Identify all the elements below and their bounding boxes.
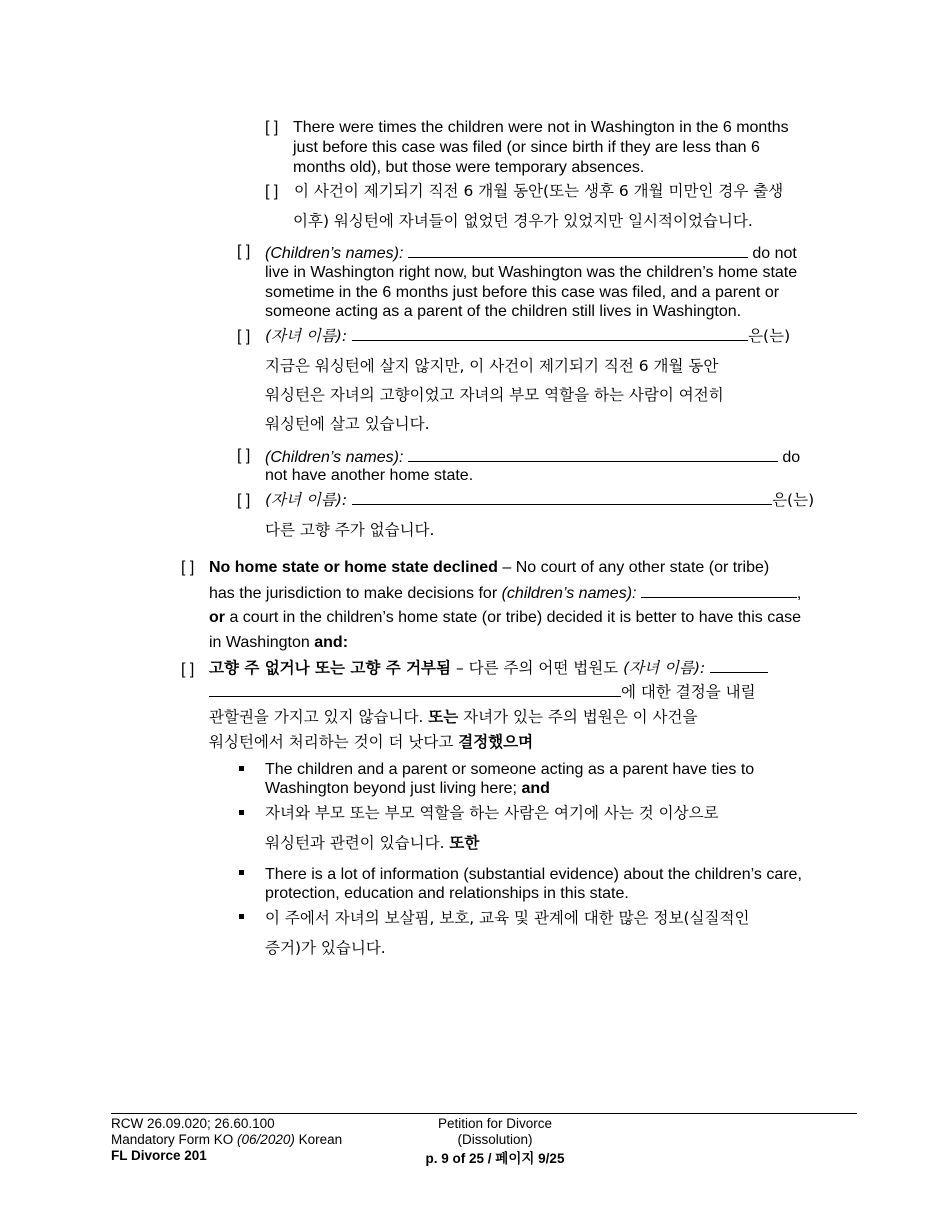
former-home-state-text-1: live in Washington right now, but Washington was the children’s home state	[265, 264, 798, 281]
bullet-ties-kr-2: 워싱턴과 관련이 있습니다.	[265, 834, 450, 852]
bullet-evidence-1: There is a lot of information (substantial evidence) about the children’s care,	[265, 866, 802, 883]
children-names-label-3: (children’s names):	[501, 585, 637, 602]
temporary-absences-kr-2: 이후) 워싱턴에 자녀들이 없었던 경우가 있었지만 일시적이었습니다.	[293, 212, 753, 230]
no-other-home-state-kr: 다른 고향 주가 없습니다.	[265, 521, 435, 539]
checkbox-temporary-absences-kr[interactable]: [ ]	[265, 183, 279, 200]
children-names-field-kr-3a[interactable]	[710, 658, 768, 673]
former-home-state-kr-2: 워싱턴은 자녀의 고향이었고 자녀의 부모 역할을 하는 사람이 여전히	[265, 386, 724, 404]
former-home-state-text-2: sometime in the 6 months just before this case was filed, and a parent or	[265, 284, 780, 301]
no-home-state-text-3: a court in the children’s home state (or tribe) decided it is better to have this case	[225, 609, 801, 626]
checkbox-no-home-state[interactable]: [ ]	[181, 559, 195, 576]
bullet-icon	[239, 766, 244, 771]
temporary-absences-text-2: just before this case was filed (or since birth if they are less than 6	[293, 139, 760, 156]
bullet-icon	[239, 870, 244, 875]
children-names-field-2[interactable]	[408, 447, 778, 462]
footer-form-id: FL Divorce 201	[111, 1148, 207, 1163]
no-home-state-text-1: – No court of any other state (or tribe)	[497, 559, 770, 576]
eun-neun-text-2: 은(는)	[772, 491, 815, 509]
bullet-evidence-2: protection, education and relationships in this state.	[265, 885, 629, 902]
children-names-label-kr-3: (자녀 이름):	[623, 659, 706, 677]
footer-form-b: Korean	[294, 1132, 343, 1147]
bullet-ties-1: The children and a parent or someone acting as a parent have ties to	[265, 761, 755, 778]
footer-divider	[111, 1113, 857, 1114]
footer-form	[111, 1132, 342, 1148]
no-home-state-kr-5: 워싱턴에서 처리하는 것이 더 낫다고	[209, 733, 459, 751]
no-home-state-kr-1: – 다른 주의 어떤 법원도	[451, 659, 624, 677]
bullet-evidence-kr-2: 증거)가 있습니다.	[265, 939, 386, 957]
checkbox-no-other-home-state[interactable]: [ ]	[237, 447, 251, 464]
bullet-icon	[239, 810, 244, 815]
comma-text: ,	[796, 585, 802, 602]
no-home-state-kr-3: 관할권을 가지고 있지 않습니다.	[209, 708, 429, 726]
bullet-ties-and: and	[521, 780, 550, 797]
do-not-text: do not	[752, 245, 797, 262]
children-names-field-kr-3b[interactable]	[209, 682, 621, 697]
footer-title-2: (Dissolution)	[457, 1132, 533, 1147]
checkbox-former-home-state[interactable]: [ ]	[237, 243, 251, 260]
bullet-ties-kr-also: 또한	[449, 834, 480, 852]
children-names-label: (Children’s names):	[265, 245, 404, 262]
temporary-absences-kr-1: 이 사건이 제기되기 직전 6 개월 동안(또는 생후 6 개월 미만인 경우 출생	[294, 182, 784, 200]
former-home-state-kr-1: 지금은 워싱턴에 살지 않지만, 이 사건이 제기되기 직전 6 개월 동안	[265, 357, 719, 375]
footer-form-a: Mandatory Form KO	[111, 1132, 238, 1147]
bullet-ties-kr-1: 자녀와 부모 또는 부모 역할을 하는 사람은 여기에 사는 것 이상으로	[265, 804, 719, 822]
no-home-state-text-4: in Washington	[209, 634, 315, 651]
bullet-icon	[239, 914, 244, 919]
and-text: and:	[314, 634, 349, 651]
temporary-absences-text-3: months old), but those were temporary absences.	[293, 159, 645, 176]
or-text: or	[209, 609, 225, 626]
children-names-label-kr: (자녀 이름):	[265, 327, 348, 345]
footer-title-1: Petition for Divorce	[437, 1116, 553, 1131]
bullet-ties-2: Washington beyond just living here;	[265, 780, 522, 797]
no-home-state-kr-2: 에 대한 결정을 내릴	[621, 683, 756, 701]
decided-text-kr: 결정했으며	[458, 733, 534, 751]
footer-form-date: (06/2020)	[237, 1132, 295, 1147]
former-home-state-text-3: someone acting as a parent of the children still lives in Washington.	[265, 303, 742, 320]
eun-neun-text: 은(는)	[748, 327, 791, 345]
do-text: do	[782, 449, 801, 466]
children-names-field-kr[interactable]	[352, 326, 748, 341]
temporary-absences-text-1: There were times the children were not in Washington in the 6 months	[293, 119, 789, 136]
children-names-label-2: (Children’s names):	[265, 449, 404, 466]
bullet-evidence-kr-1: 이 주에서 자녀의 보살핌, 보호, 교육 및 관계에 대한 많은 정보(실질적인	[265, 909, 750, 927]
no-home-state-title: No home state or home state declined	[209, 559, 498, 576]
children-names-label-kr-2: (자녀 이름):	[265, 491, 348, 509]
no-home-state-kr-4: 자녀가 있는 주의 법원은 이 사건을	[458, 708, 698, 726]
footer-rcw: RCW 26.09.020; 26.60.100	[111, 1116, 275, 1131]
checkbox-temporary-absences[interactable]: [ ]	[265, 119, 279, 136]
or-text-kr: 또는	[428, 708, 459, 726]
no-home-state-text-2: has the jurisdiction to make decisions for	[209, 585, 502, 602]
footer-page-number: p. 9 of 25 / 페이지 9/25	[425, 1151, 565, 1166]
checkbox-former-home-state-kr[interactable]: [ ]	[237, 328, 251, 345]
children-names-field-kr-2[interactable]	[352, 490, 772, 505]
children-names-field-3[interactable]	[641, 583, 797, 598]
former-home-state-kr-3: 워싱턴에 살고 있습니다.	[265, 415, 430, 433]
no-home-state-title-kr: 고향 주 없거나 또는 고향 주 거부됨	[209, 659, 452, 677]
children-names-field[interactable]	[408, 243, 748, 258]
checkbox-no-home-state-kr[interactable]: [ ]	[181, 661, 195, 678]
no-other-home-state-text: not have another home state.	[265, 467, 474, 484]
checkbox-no-other-home-state-kr[interactable]: [ ]	[237, 492, 251, 509]
